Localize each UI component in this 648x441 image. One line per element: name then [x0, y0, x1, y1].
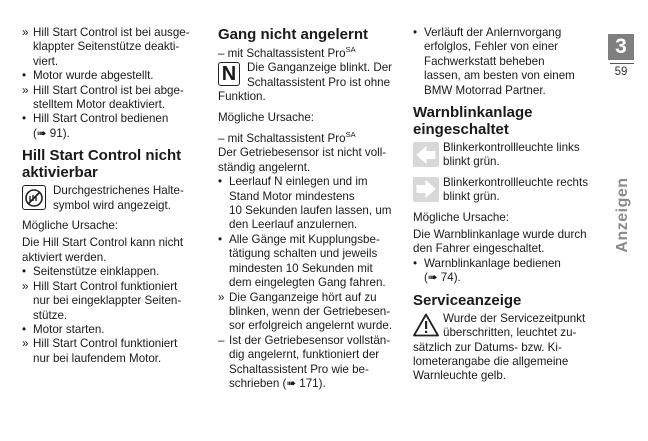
list-item: Stand Motor mindestens: [229, 189, 355, 203]
list-item: sor erfolgreich angelernt wurde.: [229, 319, 393, 333]
list-item: dem eingelegten Gang fahren.: [229, 276, 386, 290]
column-2: Gang nicht angelernt – mit Schaltassistent Pro$^{SA}$ N Die Ganganzeige blinkt. Der Schaltassistent Pro ist ohne Funktion. Mögliche Ursache: – mit Schaltassistent Pro$^{SA}$ Der Getriebesensor ist nicht voll- ständig angelernt. • Leerlauf N einlegen und im Stand Motor mindestens 10 Sekunden laufen lassen, um den Leerlauf anzulernen. • Alle Gänge mit Kupplungsbe- tätigung schalten und jeweils mindesten 10 Sekunden mit dem eingelegten Gang fahren. » Die Ganganzeige hört auf zu blinken, wenn der Getriebesen- sor erfolgreich angelernt wurde. – Ist der Getriebesensor vollstän- dig angelernt, funktioniert der Schaltassistent Pro wie be- schrieben (➠ 171).: [218, 26, 404, 391]
cause-label: Mögliche Ursache:: [22, 219, 119, 233]
list-item: mindesten 10 Sekunden mit: [229, 261, 373, 275]
list-item: tätigung schalten und jeweils: [229, 247, 378, 261]
turn-left-indicator: Blinkerkontrollleuchte links blinkt grün.: [413, 141, 599, 170]
gear-n-icon: N: [218, 62, 240, 86]
section-heading: Hill Start Control nicht: [22, 147, 182, 165]
list-item: 10 Sekunden laufen lassen, um: [229, 204, 392, 218]
service-warning: Wurde der Servicezeitpunkt überschritten, leuchtet zu-: [413, 312, 599, 341]
list-item: • Seitenstütze einklappen.: [22, 265, 160, 279]
chapter-number: 3: [608, 34, 634, 60]
cause-label: Mögliche Ursache:: [218, 110, 315, 124]
list-item: (➠ 91).: [33, 126, 70, 140]
list-item: » Hill Start Control funktioniert: [22, 279, 178, 293]
page-number: 59: [614, 66, 628, 78]
list-item: • Hill Start Control bedienen: [22, 112, 169, 126]
list-item: BMW Motorrad Partner.: [424, 83, 546, 97]
hill-start-indicator: Durchgestrichenes Halte- symbol wird angezeigt.: [22, 184, 202, 213]
gear-indicator: N Die Ganganzeige blinkt. Der Schaltassistent Pro ist ohne: [218, 61, 404, 90]
list-item: erfolglos, Fehler von einer: [424, 40, 559, 54]
intro-list: [22, 26, 202, 141]
list-item: den Leerlauf anzulernen.: [229, 218, 358, 232]
list-item: Schaltassistent Pro wie be-: [229, 362, 369, 376]
list-item: nur bei laufendem Motor.: [33, 351, 162, 365]
list-item: • Alle Gänge mit Kupplungsbe-: [218, 232, 380, 246]
arrow-left-icon: [413, 142, 439, 167]
arrow-right-icon: [413, 177, 439, 202]
cause-label: Mögliche Ursache:: [413, 210, 510, 224]
divider: [610, 63, 634, 64]
list-item: • Verläuft der Anlernvorgang: [413, 26, 562, 39]
list-item: schrieben (➠ 171).: [229, 376, 326, 390]
section-heading-cont: aktivierbar: [22, 164, 98, 182]
list-item: lassen, am besten von einem: [424, 69, 575, 83]
column-3: • Verläuft der Anlernvorgang erfolglos, Fehler von einer Fachwerkstatt beheben lassen, am besten von einem BMW Motorrad Partner. Warnblinkanlage eingeschaltet Blinkerkontrollleuchte links blinkt grün. Blinkerkontrollleuchte rechts blinkt grün. Mögliche Ursache: Die Warnblinkanlage wurde durch den Fahrer eingeschaltet. • Warnblinkanlage bedienen (➠ 74). Serviceanzeige Wurde der Servicezeitpunkt überschritten, leuchtet zu- sätzlich zur Datums- bzw. Ki- lometerangabe die allgemeine Warnleuchte gelb.: [413, 26, 599, 384]
section-heading: Warnblinkanlage: [413, 104, 533, 122]
list-item: Fachwerkstatt beheben: [424, 54, 545, 68]
list-item: » Die Ganganzeige hört auf zu: [218, 290, 377, 304]
condition-line: – mit Schaltassistent Pro$^{SA}$: [218, 130, 356, 146]
list-item: dig angelernt, funktioniert der: [229, 348, 380, 362]
list-item: • Warnblinkanlage bedienen: [413, 256, 561, 270]
section-heading: Gang nicht angelernt: [218, 26, 369, 43]
steps-list: [218, 175, 404, 391]
hill-start-disabled-icon: [22, 185, 46, 210]
column-1: » Hill Start Control ist bei ausge- klappter Seitenstütze deakti- viert. • Motor wurde abgestellt. » Hill Start Control ist bei abge- stelltem Motor deaktiviert. • Hill Start Control bedienen (➠ 91). Hill Start Control nicht aktivierbar Durchgestrichenes Halte- symbol wird angezeigt. Mögliche Ursache: Die Hill Start Control kann nicht aktiviert werden. • Seitenstütze einklappen. » Hill Start Control funktioniert nur bei eingeklappter Seiten- stütze. • Motor starten. » Hill Start Control funktioniert nur bei laufendem Motor.: [22, 26, 202, 366]
list-item: • Leerlauf N einlegen und im: [218, 175, 368, 189]
intro-list: [413, 26, 599, 98]
list-item: » Hill Start Control ist bei ausge-: [22, 26, 190, 39]
turn-right-indicator: Blinkerkontrollleuchte rechts blinkt grün.: [413, 176, 599, 205]
list-item: blinken, wenn der Getriebesen-: [229, 304, 391, 318]
steps-list: [22, 265, 202, 366]
list-item: • Motor wurde abgestellt.: [22, 69, 154, 83]
list-item: » Hill Start Control ist bei abge-: [22, 83, 184, 97]
list-item: • Motor starten.: [22, 322, 105, 336]
section-heading-cont: eingeschaltet: [413, 121, 509, 139]
section-label: Anzeigen: [614, 177, 631, 253]
list-item: viert.: [33, 54, 59, 68]
list-item: stelltem Motor deaktiviert.: [33, 98, 166, 112]
list-item: stütze.: [33, 308, 68, 322]
list-item: nur bei eingeklappter Seiten-: [33, 294, 182, 308]
list-item: » Hill Start Control funktioniert: [22, 337, 178, 351]
list-item: klappter Seitenstütze deakti-: [33, 40, 180, 54]
list-item: (➠ 74).: [424, 271, 461, 285]
section-heading: Serviceanzeige: [413, 291, 522, 309]
warning-triangle-icon: [413, 313, 439, 337]
list-item: – Ist der Getriebesensor vollstän-: [218, 333, 391, 347]
steps-list: [413, 257, 599, 286]
condition-line: – mit Schaltassistent Pro$^{SA}$: [218, 45, 356, 60]
